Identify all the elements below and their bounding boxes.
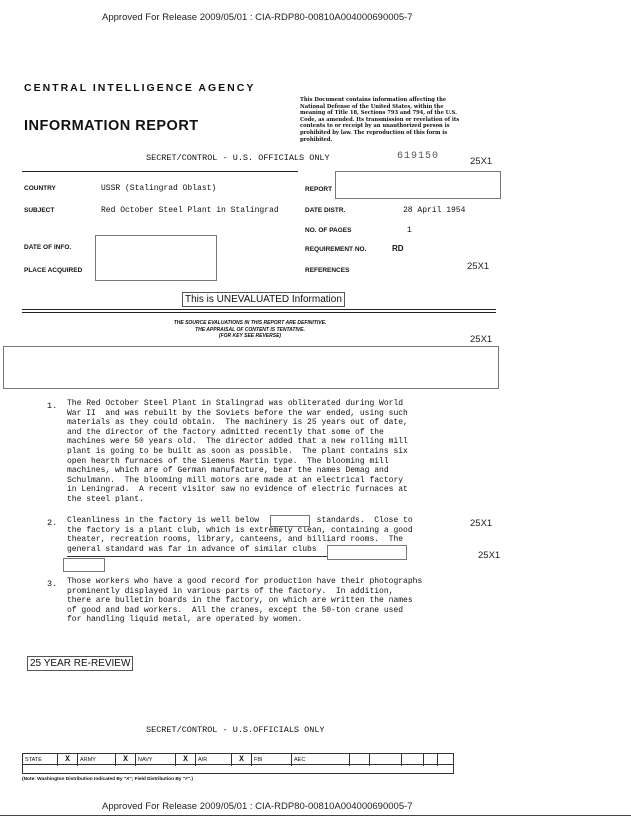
dist-mark: X [232, 754, 252, 766]
underline [67, 556, 327, 557]
paragraph-line: The Red October Steel Plant in Stalingrad was obliterated during World [67, 399, 404, 408]
dist-aec: AEC [292, 754, 350, 766]
pages-value: 1 [407, 226, 412, 235]
subject-label: SUBJECT [24, 207, 55, 214]
source-eval-line: THE SOURCE EVALUATIONS IN THIS REPORT ARE DEFINITIVE. [173, 320, 327, 326]
classification-top: SECRET/CONTROL - U.S. OFFICIALS ONLY [146, 153, 330, 163]
bottom-edge [0, 815, 631, 816]
release-footer: Approved For Release 2009/05/01 : CIA-RDP80-00810A004000690005-7 [102, 801, 413, 812]
paragraph-line: machines, which are of German manufacture, bear the names Demag and [67, 466, 389, 476]
paragraph-line: plant is going to be built as soon as possible. The plant contains six [67, 446, 408, 456]
paragraph-line: Those workers who have a good record for production have their photographs [67, 577, 423, 586]
divider [22, 171, 298, 172]
paragraph-number: 3. [47, 579, 58, 589]
inline-redaction-box [270, 515, 310, 527]
country-value: USSR (Stalingrad Oblast) [101, 184, 217, 193]
release-header: Approved For Release 2009/05/01 : CIA-RDP80-00810A004000690005-7 [102, 12, 413, 23]
references-label: REFERENCES [305, 267, 350, 274]
dist-fbi: FBI [252, 754, 292, 766]
paragraph-line: the factory is a plant club, which is extremely clean, containing a good [67, 525, 413, 535]
paragraph-line: the steel plant. [67, 494, 144, 504]
paragraph-line: general standard was far in advance of similar clubs [67, 544, 317, 554]
unevaluated-label: This is UNEVALUATED Information [182, 292, 345, 307]
rereview-stamp: 25 YEAR RE-REVIEW [27, 656, 133, 671]
paragraph-line: materials as they could obtain. The machinery is 25 years out of date, [67, 418, 408, 428]
redaction-code: 25X1 [470, 334, 493, 345]
paragraph-line: for handling liquid metal, are operated by women. [67, 615, 303, 625]
evaluation-redaction-box [3, 346, 499, 389]
paragraph-line: Schulmann. The blooming mill motors are made at an electrical factory [67, 475, 404, 485]
dist-mark: X [116, 754, 136, 766]
distribution-table [22, 753, 454, 765]
divider [22, 312, 496, 313]
paragraph-line: prominently displayed in various parts of the factory. In addition, [67, 586, 394, 596]
redaction-code: 25X1 [467, 261, 490, 272]
country-label: COUNTRY [24, 185, 56, 192]
subject-value: Red October Steel Plant in Stalingrad [101, 206, 279, 215]
paragraph-line: War II and was rebuilt by the Soviets before the war ended, using such [67, 408, 408, 418]
pages-label: NO. OF PAGES [305, 227, 352, 234]
paragraph-number: 2. [47, 518, 58, 528]
agency-name: CENTRAL INTELLIGENCE AGENCY [24, 82, 256, 94]
paragraph-3 [67, 577, 422, 625]
stamp-number: 619150 [397, 151, 440, 162]
requirement-value: RD [392, 244, 404, 253]
source-evaluation-note [120, 320, 380, 340]
dist-air: AIR [196, 754, 232, 766]
paragraph-line: theater, recreation rooms, library, canteens, and billiard rooms. The [67, 535, 404, 545]
paragraph-line: and the director of the factory admitted recently that some of the [67, 427, 384, 437]
legal-notice: This Document contains information affecting the National Defense of the United States, within the meaning of Title 18, Sections 793 and 794, of the U.S. Code, as amended. Its transmission or revelation of its contents to or receipt by an unauthorized person is prohibited by law. The reproduction of this form is prohibited. [300, 97, 460, 143]
source-eval-line: (FOR KEY SEE REVERSE) [218, 333, 282, 339]
distribution-note: (Note: Washington Distribution Indicated By "X"; Field Distribution By "#".) [22, 777, 193, 782]
classification-bottom: SECRET/CONTROL - U.S.OFFICIALS ONLY [146, 725, 325, 735]
dist-mark: X [176, 754, 196, 766]
dist-state: STATE [23, 754, 58, 766]
place-acquired-label: PLACE ACQUIRED [24, 267, 83, 274]
paragraph-line: Cleanliness in the factory is well below standards. Close to [67, 516, 413, 525]
distribution-field-row [22, 765, 454, 774]
requirement-label: REQUIREMENT NO. [305, 246, 367, 253]
paragraph-line: machines were 50 years old. The director added that a new rolling mill [67, 437, 408, 447]
report-title: INFORMATION REPORT [24, 118, 199, 134]
report-redaction-box [335, 171, 501, 199]
dist-mark: X [58, 754, 78, 766]
redaction-code: 25X1 [470, 156, 493, 167]
dist-army: ARMY [78, 754, 116, 766]
redaction-code: 25X1 [478, 550, 501, 561]
report-label: REPORT [305, 186, 333, 193]
date-distr-value: 28 April 1954 [403, 206, 466, 215]
date-distr-label: DATE DISTR. [305, 207, 346, 214]
paragraph-1 [67, 399, 408, 505]
redaction-code: 25X1 [470, 518, 493, 529]
date-info-label: DATE OF INFO. [24, 244, 72, 251]
date-place-redaction-box [95, 235, 217, 281]
inline-redaction-box [63, 558, 105, 572]
divider [22, 309, 496, 310]
source-eval-line: THE APPRAISAL OF CONTENT IS TENTATIVE. [195, 326, 305, 333]
paragraph-number: 1. [47, 401, 58, 411]
inline-redaction-box [327, 545, 407, 560]
paragraph-line: of good and bad workers. All the cranes, except the 50-ton crane used [67, 605, 404, 615]
paragraph-line: in Leningrad. A recent visitor saw no evidence of electric furnaces at [67, 485, 408, 495]
paragraph-line: open hearth furnaces of the Siemens Martin type. The blooming mill [67, 456, 389, 466]
dist-navy: NAVY [136, 754, 176, 766]
paragraph-line: there are bulletin boards in the factory, on which are written the names [67, 596, 413, 606]
